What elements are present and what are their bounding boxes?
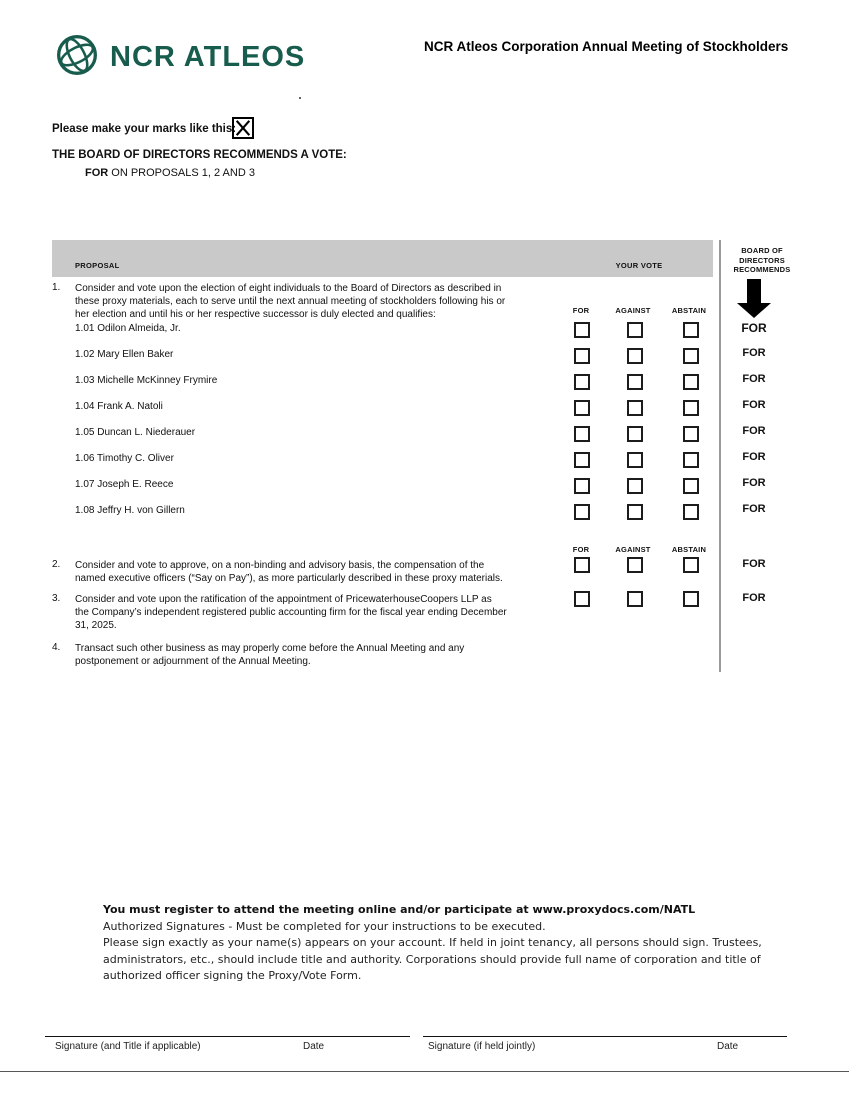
vote-checkbox-abstain[interactable] (683, 557, 699, 573)
x-mark-icon (234, 119, 252, 137)
registration-note: You must register to attend the meeting online and/or participate at www.proxydocs.com/NATL Authorized Signatures - Must be completed for your instructions to be executed. Please sign exactly as your name(s) appears on your account. If held in joint tenancy, all persons should sign. Trustees, administrators, etc., should include title and authority. Corporations should provide full name of corporation and title of authorized officer signing the Proxy/Vote Form. (103, 903, 762, 982)
recommend-for-text: FOR (85, 167, 109, 179)
vote-checkbox-against[interactable] (627, 322, 643, 338)
vote-checkbox-for[interactable] (574, 400, 590, 416)
row-recommendation: FOR (742, 347, 766, 359)
nominee-name: 1.02 Mary Ellen Baker (75, 349, 174, 360)
nominee-name: 1.04 Frank A. Natoli (75, 401, 163, 412)
vote-checkbox-abstain[interactable] (683, 504, 699, 520)
proposal-text: Consider and vote to approve, on a non-binding and advisory basis, the compensation of the named executive officers (“Say on Pay”), as more particularly described in these proxy materials. (75, 560, 503, 584)
vote-checkbox-against[interactable] (627, 452, 643, 468)
vote-checkbox-abstain[interactable] (683, 426, 699, 442)
vote-checkbox-abstain[interactable] (683, 452, 699, 468)
proposal-number: 2. (52, 559, 61, 570)
against-column-label: AGAINST (615, 306, 651, 315)
row-recommendation: FOR (742, 451, 766, 463)
row-recommendation: FOR (742, 477, 766, 489)
your-vote-column-header: YOUR VOTE (615, 261, 663, 270)
vote-checkbox-for[interactable] (574, 478, 590, 494)
vote-checkbox-for[interactable] (574, 557, 590, 573)
signature-joint-label: Signature (if held jointly) (428, 1041, 536, 1052)
row-recommendation: FOR (742, 399, 766, 411)
page-title: NCR Atleos Corporation Annual Meeting of Stockholders (424, 39, 789, 54)
signature-line-joint[interactable] (423, 1036, 787, 1037)
globe-icon (55, 33, 99, 82)
recommend-arrow-icon (747, 279, 761, 304)
nominee-name: 1.08 Jeffry H. von Gillern (75, 505, 185, 516)
row-recommendation: FOR (741, 321, 767, 335)
row-recommendation: FOR (742, 503, 766, 515)
vote-checkbox-abstain[interactable] (683, 348, 699, 364)
row-recommendation: FOR (742, 592, 766, 604)
signature-label: Signature (and Title if applicable) (55, 1041, 201, 1052)
row-recommendation: FOR (742, 425, 766, 437)
proposal-column-header: PROPOSAL (75, 261, 120, 270)
date-label: Date (303, 1041, 325, 1052)
vote-checkbox-for[interactable] (574, 322, 590, 338)
vote-checkbox-for[interactable] (574, 452, 590, 468)
proposal-text: Consider and vote upon the election of eight individuals to the Board of Directors as described in these proxy materials, each to serve until the next annual meeting of stockholders following his or her election and until his or her respective successor is duly elected and qualifies: (75, 283, 506, 320)
vote-checkbox-for[interactable] (574, 591, 590, 607)
row-recommendation: FOR (742, 373, 766, 385)
stray-dot (299, 97, 301, 99)
registration-headline: You must register to attend the meeting online and/or participate at www.proxydocs.com/NATL (103, 903, 696, 916)
vote-checkbox-against[interactable] (627, 557, 643, 573)
nominee-name: 1.03 Michelle McKinney Frymire (75, 375, 218, 386)
vote-checkbox-against[interactable] (627, 591, 643, 607)
abstain-column-label: ABSTAIN (671, 306, 707, 315)
nominee-name: 1.05 Duncan L. Niederauer (75, 427, 196, 438)
vote-checkbox-against[interactable] (627, 478, 643, 494)
vote-checkbox-abstain[interactable] (683, 400, 699, 416)
vote-checkbox-against[interactable] (627, 348, 643, 364)
proposal-text: Transact such other business as may properly come before the Annual Meeting and any postponement or adjournment of the Annual Meeting. (75, 643, 465, 667)
date-label: Date (717, 1041, 739, 1052)
vote-checkbox-abstain[interactable] (683, 322, 699, 338)
recommends-column-header: BOARD OF DIRECTORS RECOMMENDS (733, 246, 791, 274)
recommend-arrow-icon (737, 303, 771, 318)
for-column-label: FOR (572, 306, 590, 315)
vote-checkbox-abstain[interactable] (683, 374, 699, 390)
board-recommendation-detail (85, 167, 255, 179)
marks-instruction: Please make your marks like this: (52, 123, 237, 135)
recommend-rest-text: ON PROPOSALS 1, 2 AND 3 (108, 167, 255, 179)
proposal-number: 1. (52, 282, 61, 293)
vote-checkbox-against[interactable] (627, 374, 643, 390)
table-header-bar (52, 240, 713, 277)
logo-wordmark: NCR ATLEOS (110, 41, 306, 73)
nominee-name: 1.07 Joseph E. Reece (75, 479, 174, 490)
vote-checkbox-abstain[interactable] (683, 591, 699, 607)
proposal-text: Consider and vote upon the ratification of the appointment of PricewaterhouseCoopers LLP as the Company’s independent registered public accounting firm for the fiscal year ending December 31, 2025. (75, 594, 507, 631)
board-recommendation-heading: THE BOARD OF DIRECTORS RECOMMENDS A VOTE: (52, 149, 347, 161)
vote-checkbox-against[interactable] (627, 426, 643, 442)
proposal-number: 3. (52, 593, 61, 604)
signature-line[interactable] (45, 1036, 410, 1037)
row-recommendation: FOR (742, 558, 766, 570)
bottom-divider (0, 1071, 849, 1072)
nominee-name: 1.01 Odilon Almeida, Jr. (75, 323, 181, 334)
sample-mark-checkbox (232, 117, 254, 139)
proposal-number: 4. (52, 642, 61, 653)
vote-checkbox-for[interactable] (574, 426, 590, 442)
against-column-label: AGAINST (615, 545, 651, 554)
ncr-atleos-logo (55, 33, 305, 82)
nominee-name: 1.06 Timothy C. Oliver (75, 453, 174, 464)
vote-checkbox-for[interactable] (574, 504, 590, 520)
vote-checkbox-against[interactable] (627, 400, 643, 416)
for-column-label: FOR (572, 545, 590, 554)
vote-checkbox-for[interactable] (574, 374, 590, 390)
abstain-column-label: ABSTAIN (671, 545, 707, 554)
vote-checkbox-for[interactable] (574, 348, 590, 364)
vote-checkbox-abstain[interactable] (683, 478, 699, 494)
vote-checkbox-against[interactable] (627, 504, 643, 520)
